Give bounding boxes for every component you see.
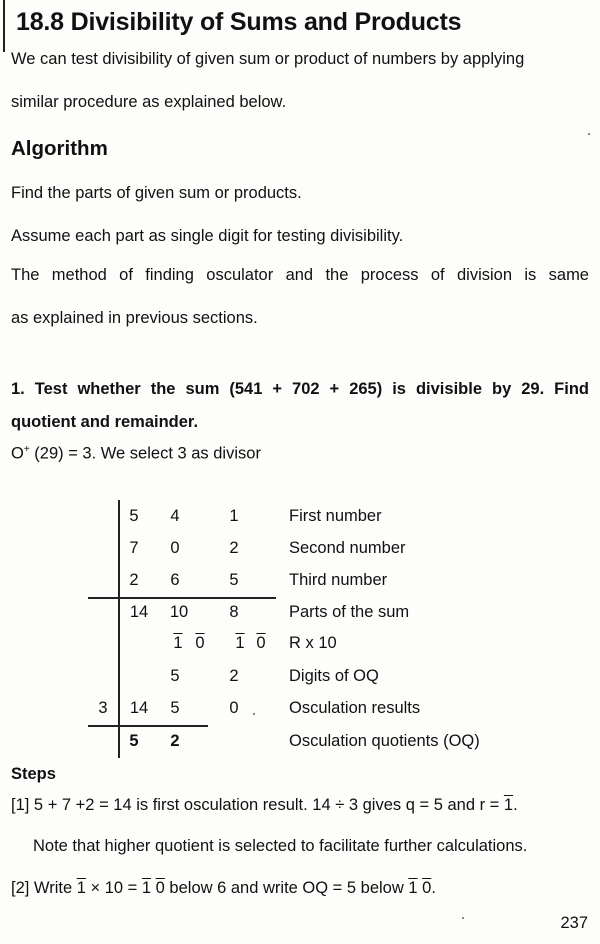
algorithm-heading: Algorithm — [11, 137, 108, 160]
table-cell: 4 — [170, 507, 180, 525]
table-divisor: 3 — [98, 699, 108, 717]
table-cell: 5 — [170, 699, 180, 717]
table-sum-rule — [88, 597, 276, 599]
table-cell: 1 — [229, 507, 239, 525]
problem-question-line-1: 1. Test whether the sum (541 + 702 + 265) is divisible by 29. Find — [11, 380, 589, 398]
table-cell: 5 — [129, 732, 139, 750]
row-label: Second number — [289, 539, 406, 557]
table-cell: 14 — [129, 603, 149, 621]
algorithm-step-1: Find the parts of given sum or products. — [11, 184, 302, 202]
left-margin-rule — [3, 0, 5, 52]
table-cell: 2 — [229, 539, 239, 557]
steps-heading: Steps — [11, 765, 56, 783]
row-label: Digits of OQ — [289, 667, 379, 685]
table-cell: 0 — [170, 539, 180, 557]
table-cell-barred: 0 — [256, 634, 266, 652]
step-note: Note that higher quotient is selected to facilitate further calculations. — [33, 837, 528, 855]
row-label: Osculation results — [289, 699, 421, 717]
table-cell: 10 — [169, 603, 189, 621]
algorithm-step-3a: The method of finding osculator and the process of division is same — [11, 266, 589, 284]
intro-line-2: similar procedure as explained below. — [11, 93, 287, 111]
speck — [588, 133, 590, 135]
step-1: [1] 5 + 7 +2 = 14 is first osculation result. 14 ÷ 3 gives q = 5 and r = 1. — [11, 796, 518, 814]
table-cell-barred: 1 — [235, 634, 245, 652]
algorithm-step-2: Assume each part as single digit for testing divisibility. — [11, 227, 404, 245]
table-cell: 7 — [129, 539, 139, 557]
table-cell-barred: 1 — [173, 634, 183, 652]
problem-question-line-2: quotient and remainder. — [11, 413, 199, 431]
table-cell: 14 — [129, 699, 149, 717]
row-label: Osculation quotients (OQ) — [289, 732, 480, 750]
table-result-rule — [88, 725, 208, 727]
table-cell: 2 — [170, 732, 180, 750]
row-label: Third number — [289, 571, 388, 589]
table-cell-barred: 0 — [195, 634, 205, 652]
algorithm-step-3b: as explained in previous sections. — [11, 309, 258, 327]
row-label: Parts of the sum — [289, 603, 410, 621]
table-cell: 2 — [229, 667, 239, 685]
table-cell: 0 — [229, 699, 239, 717]
section-heading: 18.8 Divisibility of Sums and Products — [16, 8, 462, 36]
table-cell: 5 — [170, 667, 180, 685]
step-2: [2] Write 1 × 10 = 1 0 below 6 and write OQ = 5 below 1 0. — [11, 879, 436, 897]
row-label: R x 10 — [289, 634, 337, 652]
table-cell: 5 — [129, 507, 139, 525]
intro-line-1: We can test divisibility of given sum or product of numbers by applying — [11, 50, 525, 68]
row-label: First number — [289, 507, 382, 525]
speck — [253, 713, 255, 715]
table-cell: 5 — [229, 571, 239, 589]
osculator-line: O+ (29) = 3. We select 3 as divisor — [11, 444, 261, 463]
table-cell: 6 — [170, 571, 180, 589]
speck — [462, 917, 464, 919]
table-cell: 2 — [129, 571, 139, 589]
table-cell: 8 — [229, 603, 239, 621]
page-number: 237 — [560, 914, 588, 932]
